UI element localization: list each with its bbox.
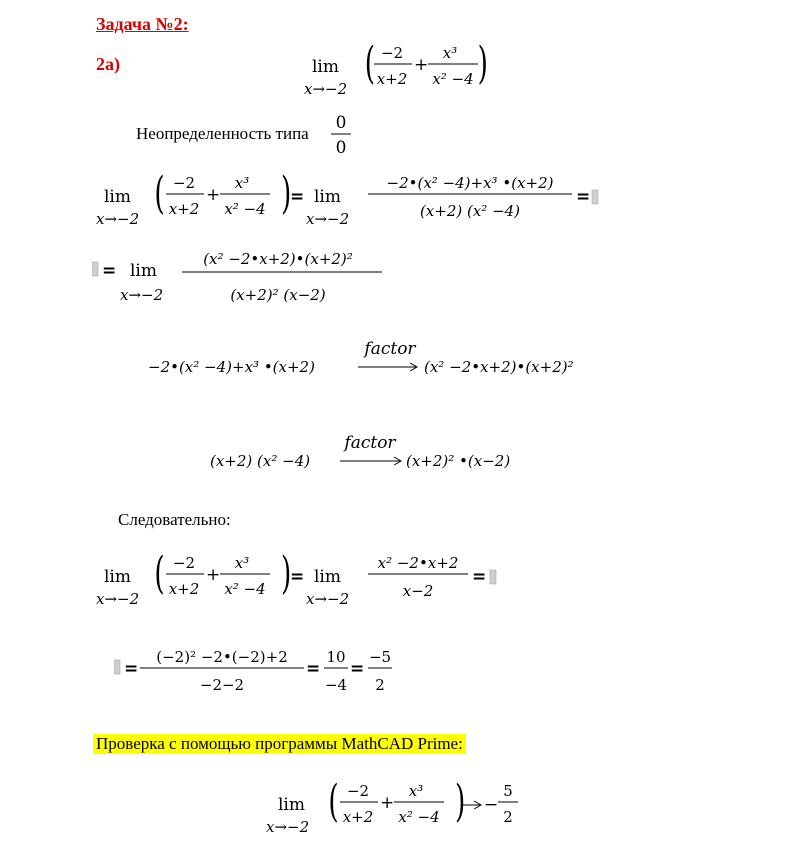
frac1-num: −2 [380, 44, 404, 62]
equals-sign: = [102, 261, 117, 281]
equals-sign: = [290, 567, 305, 587]
lim-subscript: x→−2 [304, 80, 348, 98]
lim-subscript: x→−2 [306, 590, 350, 608]
lim-word: lim [314, 187, 341, 207]
frac1-den: x+2 [168, 200, 200, 218]
frac2-den: x² −4 [224, 200, 266, 218]
check-den: 2 [503, 808, 513, 826]
final-mid-num: 10 [326, 648, 346, 666]
conclusion-label: Следовательно: [118, 510, 231, 529]
indet-num: 0 [335, 113, 347, 133]
placeholder-box [114, 660, 120, 674]
svg-text:+: + [380, 793, 395, 813]
indeterminacy-fraction [326, 110, 356, 158]
part-label: 2а) [96, 54, 120, 74]
placeholder-box [490, 570, 496, 584]
final-sub-den: −2−2 [199, 676, 245, 694]
check-sign: − [484, 795, 499, 815]
final-res-num: −5 [368, 648, 392, 666]
frac2-num: x³ [234, 554, 250, 572]
left-paren: ( [154, 166, 165, 219]
check-num: 5 [503, 782, 513, 800]
frac1-den: x+2 [168, 580, 200, 598]
equals-sign: = [350, 659, 365, 679]
step2-den: (x+2)² (x−2) [230, 286, 326, 304]
lim-word: lim [314, 567, 341, 587]
lim-subscript: x→−2 [306, 210, 350, 228]
equals-sign: = [124, 659, 139, 679]
step2-num: (x² −2•x+2)•(x+2)² [203, 250, 353, 268]
equals-sign: = [472, 567, 487, 587]
left-paren: ( [328, 774, 339, 827]
frac1-den: x+2 [342, 808, 374, 826]
svg-text:+: + [206, 185, 221, 205]
equals-sign: = [290, 187, 305, 207]
equals-sign: = [306, 659, 321, 679]
step1-den: (x+2) (x² −4) [419, 202, 521, 220]
problem-limit [300, 34, 510, 100]
final-res-den: 2 [375, 676, 385, 694]
frac1-num: −2 [172, 174, 196, 192]
svg-text:+: + [206, 565, 221, 585]
indeterminacy-label: Неопределенность типа [136, 124, 309, 143]
factor-word: factor [364, 339, 416, 359]
step3-den: x−2 [402, 582, 434, 600]
task-heading: Задача №2: [96, 14, 189, 34]
lim-word: lim [278, 795, 305, 815]
frac2-den: x² −4 [224, 580, 266, 598]
check-row [266, 772, 526, 838]
right-paren: ) [281, 166, 292, 219]
frac2-num: x³ [442, 44, 458, 62]
factor2-left: (x+2) (x² −4) [210, 452, 311, 470]
lim-subscript: x→−2 [96, 590, 140, 608]
step3-num: x² −2•x+2 [377, 554, 459, 572]
factor2-right: (x+2)² •(x−2) [406, 452, 511, 470]
frac1-num: −2 [172, 554, 196, 572]
right-paren: ) [281, 546, 292, 599]
left-paren: ( [364, 36, 376, 89]
factor-word: factor [344, 433, 396, 453]
plus-sign: + [414, 55, 429, 75]
check-label: Проверка с помощью программы MathCAD Prime: [93, 734, 466, 754]
lim-subscript: x→−2 [96, 210, 140, 228]
final-sub-num: (−2)² −2•(−2)+2 [156, 648, 288, 666]
placeholder-box [92, 262, 98, 276]
lim-word: lim [104, 187, 131, 207]
factor1-left: −2•(x² −4)+x³ •(x+2) [148, 358, 315, 376]
factor2-row [210, 428, 570, 478]
step1-num: −2•(x² −4)+x³ •(x+2) [386, 174, 554, 192]
frac2-num: x³ [408, 782, 424, 800]
step3-row [92, 544, 512, 610]
lim-word: lim [312, 57, 339, 77]
indet-den: 0 [335, 138, 347, 158]
lim-word: lim [130, 261, 157, 281]
factor1-right: (x² −2•x+2)•(x+2)² [424, 358, 574, 376]
final-row [114, 640, 414, 696]
left-paren: ( [154, 546, 165, 599]
lim-word: lim [104, 567, 131, 587]
lim-subscript: x→−2 [266, 818, 310, 836]
lim-subscript: x→−2 [120, 286, 164, 304]
factor1-row [148, 334, 628, 384]
right-paren: ) [455, 774, 466, 827]
step2-row [92, 238, 392, 314]
frac1-den: x+2 [376, 70, 408, 88]
final-mid-den: −4 [324, 676, 348, 694]
step1-row [92, 164, 612, 230]
frac1-num: −2 [346, 782, 370, 800]
frac2-num: x³ [234, 174, 250, 192]
frac2-den: x² −4 [432, 70, 474, 88]
equals-sign: = [576, 187, 591, 207]
right-paren: ) [477, 36, 488, 89]
placeholder-box [592, 190, 598, 204]
frac2-den: x² −4 [398, 808, 440, 826]
